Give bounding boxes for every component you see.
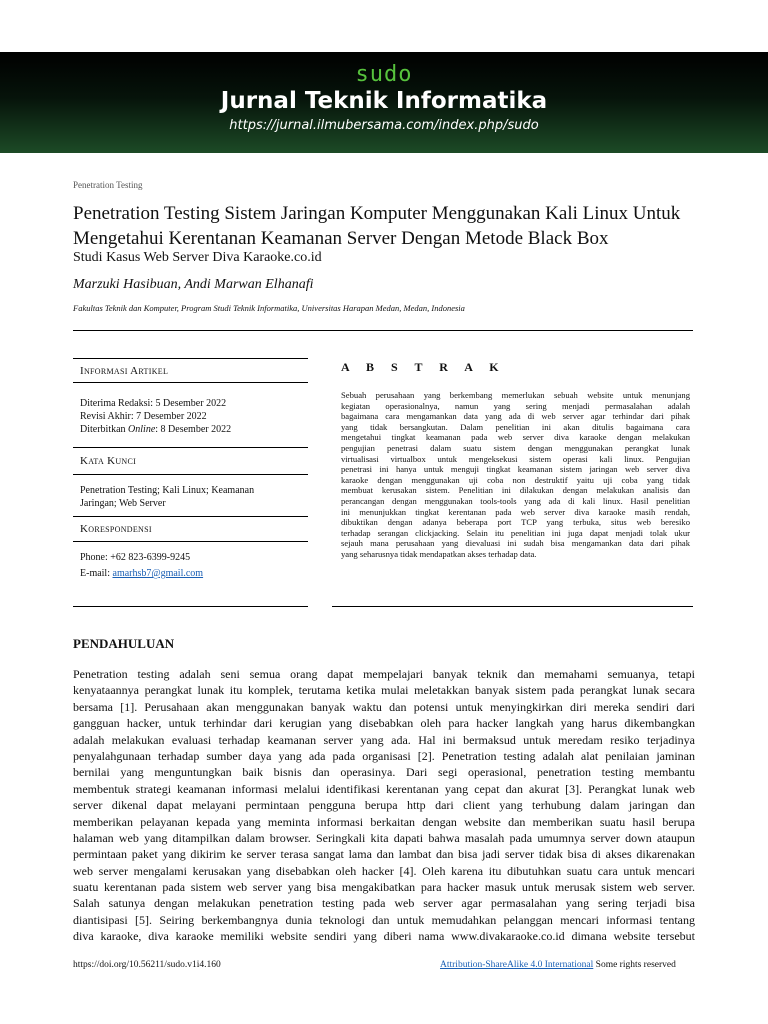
text-line: Penetration testing adalah seni semua orang dapat mempelajari banyak teknik dan memahami semuanya, tetapi bbox=[73, 667, 695, 681]
introduction-text bbox=[73, 666, 695, 945]
text-line: membentuk strategi keamanan informasi melalui identifikasi kerentanan yang cepat dan akurat [3]. Perangkat lunak web bbox=[73, 781, 695, 796]
article-dates bbox=[80, 397, 231, 436]
date-received: Diterima Redaksi: 5 Desember 2022 bbox=[80, 398, 227, 409]
text-line: kenyataannya perangkat lunak itu komplek, terutama ketika mulai meletakkan banyak sistem pada perangkat lunak secara bbox=[73, 683, 695, 698]
doi-link[interactable]: https://doi.org/10.56211/sudo.v1i4.160 bbox=[73, 960, 221, 970]
email-row bbox=[80, 566, 203, 582]
text-line: perancangan dengan menggunakan tools-tools yang ada di kali linux. Hasil penelitian bbox=[341, 495, 690, 506]
keywords-text bbox=[80, 484, 254, 510]
abstract-body bbox=[341, 390, 690, 560]
text-line: dibuktikan dengan adanya beberapa port TCP yang terbuka, situs web beresiko bbox=[341, 517, 690, 528]
rights-text: Some rights reserved bbox=[593, 960, 676, 970]
article-category: Penetration Testing bbox=[73, 180, 143, 190]
text-line: gangguan hacker, untuk terhindar dari kerugian yang disebabkan oleh para hacker langkah yang harus dikembangkan bbox=[73, 716, 695, 731]
text-line: membuat kerusakan sistem. Penelitian ini dilakukan dengan melakukan analisis dan bbox=[341, 485, 690, 496]
text-line: karaoke dengan menggunakan uji coba non destruktif yaitu uji coba yang tidak bbox=[341, 474, 690, 485]
text-line: diantisipasi [5]. Seiring berkembangnya dunia teknologi dan untuk memudahkan pelanggan mencari informasi tentang bbox=[73, 912, 695, 927]
text-line: Salah satunya dengan melakukan penetration testing pada web server agar permasalahan yang sering terjadi bisa bbox=[73, 896, 695, 911]
keywords-line-1: Penetration Testing; Kali Linux; Keamanan bbox=[80, 485, 255, 496]
text-line: adalah melakukan evaluasi terhadap keamanan server yang ada. Hal ini bermaksud untuk meredam resiko terjadinya bbox=[73, 732, 695, 747]
text-line: yang tidak bersangkutan. Dalam penelitian ini akan ditulis bagaimana cara bbox=[341, 421, 690, 432]
text-line: yang seharusnya tidak mendapatkan akses terhadap data. bbox=[341, 548, 537, 559]
text-line: server dikenal dapat melayani permintaan pengguna berupa http dari client yang terhubung dalam jaringan dan bbox=[73, 798, 695, 813]
text-line: sejauh mana perusahaan yang dievaluasi ini sudah bisa mengamankan data dari pihak bbox=[341, 538, 690, 549]
text-line: mengetahui tingkat keamanan pada web server diva karaoke dengan melakukan bbox=[341, 432, 690, 443]
text-line: penetrasi ini hanya untuk menguji tingkat keamanan sistem jaringan web server diva bbox=[341, 464, 690, 475]
correspondence-text bbox=[80, 550, 203, 582]
text-line: pengujian penetrasi dalam suatu sistem dengan menggunakan perangkat lunak bbox=[341, 442, 690, 453]
license bbox=[440, 960, 676, 970]
date-revised: Revisi Akhir: 7 Desember 2022 bbox=[80, 411, 207, 422]
published-online: Online bbox=[128, 424, 156, 435]
text-line: suatu kerentanan pada sistem web server yang bisa mengakibatkan para hacker masuk untuk merusak sistem web server. bbox=[73, 880, 695, 895]
date-published bbox=[80, 423, 231, 436]
divider-info-bottom bbox=[73, 382, 308, 383]
text-line: bernilai yang menguntungkan baik bisnis dan operasinya. Dari segi operasional, penetration testing membantu bbox=[73, 765, 695, 780]
email-link[interactable]: amarhsb7@gmail.com bbox=[112, 568, 204, 579]
text-line: memberikan pelayanan kepada yang meminta informasi berkaitan dengan website dan memberikan suatu hasil berupa bbox=[73, 814, 695, 829]
journal-banner bbox=[0, 52, 768, 153]
text-line: diva karaoke, diva karaoke memiliki website sendiri yang diberi nama www.divakaraoke.co.id dimana website tersebut bbox=[73, 929, 695, 944]
license-link[interactable]: Attribution-ShareAlike 4.0 International bbox=[440, 960, 594, 970]
journal-title: Jurnal Teknik Informatika bbox=[220, 88, 548, 114]
divider-info-end bbox=[73, 606, 308, 607]
email-label: E-mail: bbox=[80, 568, 113, 579]
published-prefix: Diterbitkan bbox=[80, 424, 129, 435]
abstract-heading: A B S T R A K bbox=[341, 360, 506, 374]
correspondence-heading: Korespondensi bbox=[80, 523, 152, 535]
keywords-line-2: Jaringan; Web Server bbox=[80, 498, 166, 509]
text-line: kegiatan operasionalnya, namun yang sering menjadi permasalahan adalah bbox=[341, 400, 690, 411]
paper-subtitle: Studi Kasus Web Server Diva Karaoke.co.id bbox=[73, 250, 322, 265]
divider-keywords-bottom bbox=[73, 474, 308, 475]
text-line: permintaan paket yang dikirim ke server terasa sangat lama dan lambat dan bisa jadi server tidak bisa di akses dikarenakan bbox=[73, 847, 695, 862]
section-heading: PENDAHULUAN bbox=[73, 636, 175, 651]
divider-keywords-top bbox=[73, 447, 308, 448]
divider-corr-top bbox=[73, 516, 308, 517]
divider-abstract-end bbox=[332, 606, 693, 607]
text-line: virtualisasi virtualbox untuk mengeksekusi sistem operasi kali linux. Pengujian bbox=[341, 453, 690, 464]
paper-title-line-2: Mengetahui Kerentanan Keamanan Server Dengan Metode Black Box bbox=[73, 228, 609, 249]
text-line: bersama [1]. Perusahaan akan menggunakan banyak waktu dan potensi untuk menyingkirkan diri mereka sendiri dari bbox=[73, 699, 695, 714]
text-line: web server mengalami kerusakan yang disebabkan oleh hacker [4]. Oleh karena itu dibutuhkan suatu cara untuk mencari bbox=[73, 863, 695, 878]
paper-title bbox=[73, 201, 713, 251]
phone: Phone: +62 823-6399-9245 bbox=[80, 552, 191, 563]
journal-logo: sudo bbox=[355, 62, 413, 87]
journal-url[interactable]: https://jurnal.ilmubersama.com/index.php/sudo bbox=[229, 118, 539, 133]
text-line: Sebuah perusahaan yang berkembang memerlukan sebuah website untuk menunjang bbox=[341, 390, 690, 400]
divider-top bbox=[73, 330, 693, 331]
authors: Marzuki Hasibuan, Andi Marwan Elhanafi bbox=[73, 277, 314, 292]
keywords-heading: Kata Kunci bbox=[80, 455, 137, 467]
text-line: terhadap serangan clickjacking. Selain itu penelitian ini juga dapat menjadi tolak ukur bbox=[341, 527, 690, 538]
affiliation: Fakultas Teknik dan Komputer, Program Studi Teknik Informatika, Universitas Harapan Medan, Medan, Indonesia bbox=[73, 303, 465, 313]
text-line: ini menunjukkan tingkat kerentanan pada web server diva karaoke masih rendah, bbox=[341, 506, 690, 517]
divider-corr-bottom bbox=[73, 541, 308, 542]
published-suffix: : 8 Desember 2022 bbox=[155, 424, 232, 435]
text-line: halaman web yang ditampilkan dalam browser. Seringkali kita dapati bahwa masalah pada umumnya server down ataupun bbox=[73, 830, 695, 845]
info-heading: Informasi Artikel bbox=[80, 365, 169, 377]
paper-title-line-1: Penetration Testing Sistem Jaringan Komputer Menggunakan Kali Linux Untuk bbox=[73, 203, 681, 224]
text-line: bagaimana cara mengamankan data yang ada di web server agar terhindar dari pihak bbox=[341, 411, 690, 422]
divider-info-top bbox=[73, 358, 308, 359]
text-line: penyalahgunaan terhadap sumber daya yang ada pada organisasi [2]. Penetration testing adalah alat penilaian jaminan bbox=[73, 748, 695, 763]
